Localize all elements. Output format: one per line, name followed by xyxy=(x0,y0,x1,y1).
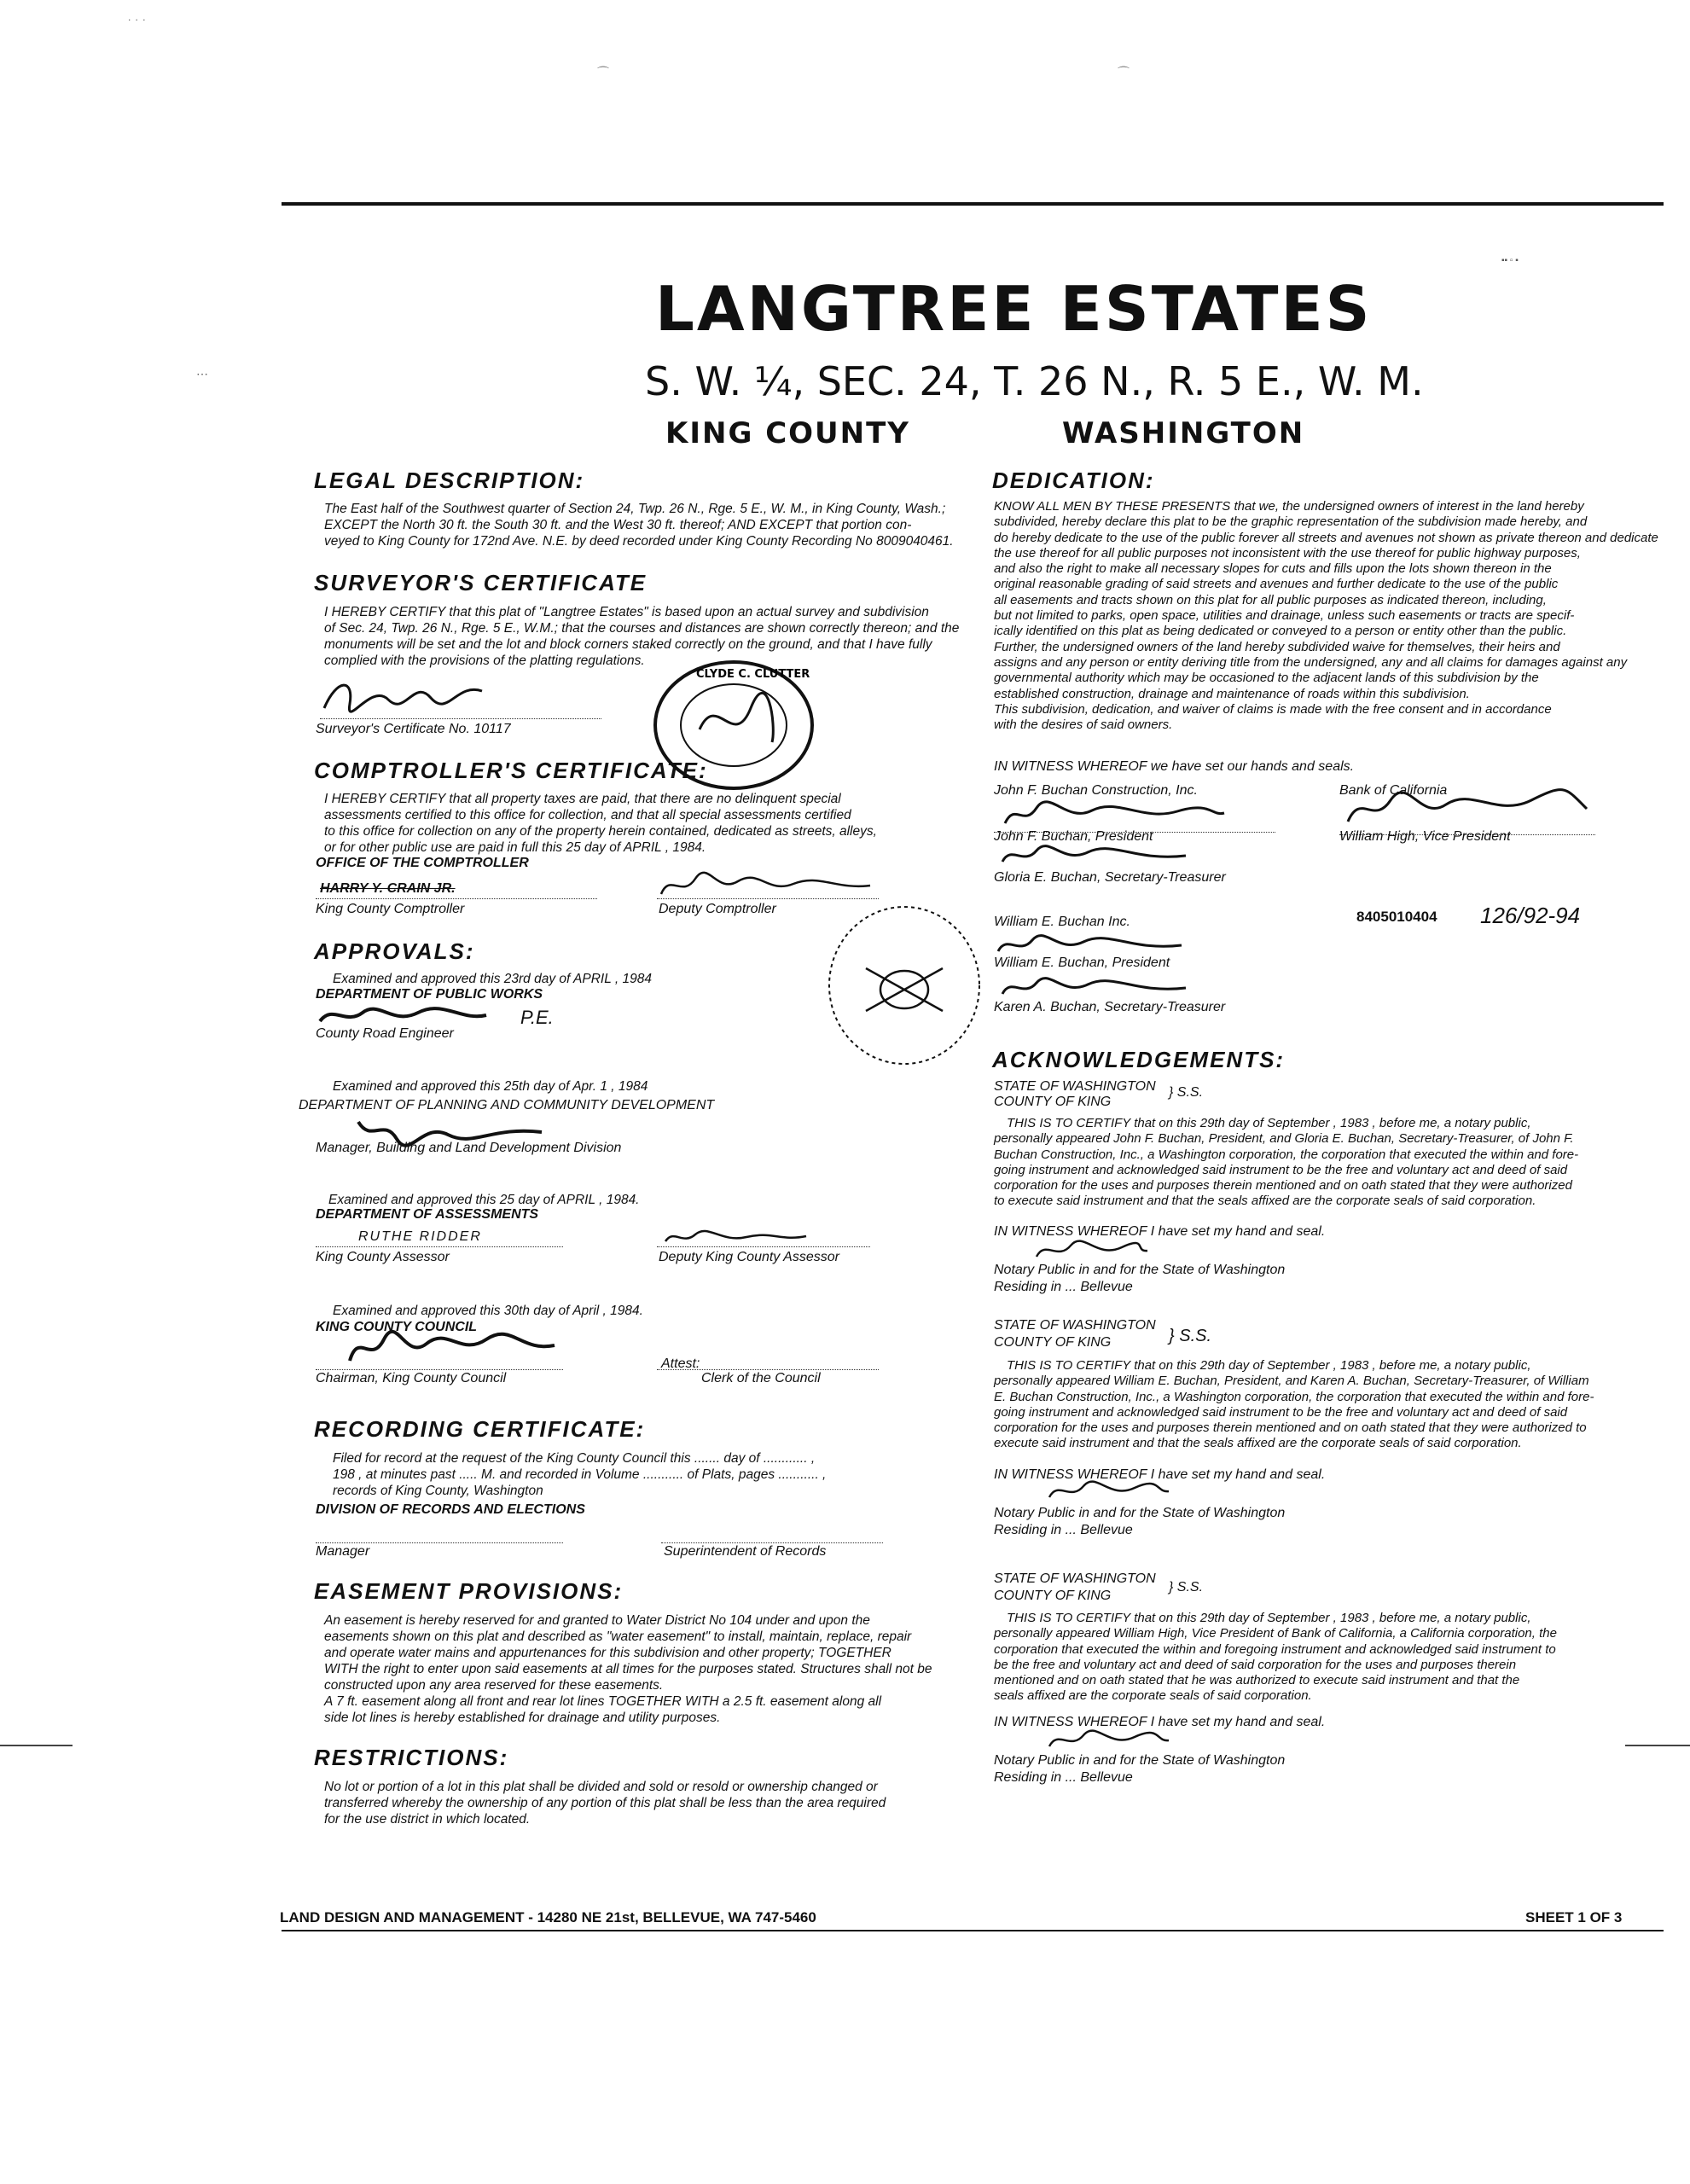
ack3-notary: Notary Public in and for the State of Washington xyxy=(994,1753,1286,1768)
ack2-line: corporation for the uses and purposes therein mentioned and on oath stated that they were authorized to xyxy=(994,1420,1587,1436)
legal-line: veyed to King County for 172nd Ave. N.E. by deed recorded under King County Recording No 8009040461. xyxy=(324,534,954,549)
scan-speck: ⌒ xyxy=(597,66,609,79)
council-dept: KING COUNTY COUNCIL xyxy=(316,1320,478,1334)
easement-line: A 7 ft. easement along all front and rear lot lines TOGETHER WITH a 2.5 ft. easement along all xyxy=(324,1694,882,1709)
plat-subtitle: S. W. ¼, SEC. 24, T. 26 N., R. 5 E., W. M. xyxy=(645,358,1424,404)
dedication-line: with the desires of said owners. xyxy=(994,717,1173,733)
company2-name: William E. Buchan Inc. xyxy=(994,915,1130,929)
ack2-state: STATE OF WASHINGTON xyxy=(994,1318,1156,1333)
deputy-assessor-label: Deputy King County Assessor xyxy=(659,1250,839,1264)
left-edge-mark xyxy=(0,1745,73,1746)
dedication-line: do hereby dedicate to the use of the public forever all streets and avenues not shown as private thereon and dedicate xyxy=(994,530,1658,545)
ack2-line: THIS IS TO CERTIFY that on this 29th day of September , 1983 , before me, a notary public, xyxy=(1007,1358,1531,1373)
ack1-line: THIS IS TO CERTIFY that on this 29th day of September , 1983 , before me, a notary public, xyxy=(1007,1116,1531,1130)
ack1-state: STATE OF WASHINGTON xyxy=(994,1079,1156,1094)
legal-line: The East half of the Southwest quarter of Section 24, Twp. 26 N., Rge. 5 E., W. M., in King County, Wash.; xyxy=(324,502,946,516)
council-chairman-label: Chairman, King County Council xyxy=(316,1371,507,1385)
dedication-line: and also the right to make all necessary slopes for cuts and fills upon the lots shown thereon in the xyxy=(994,561,1552,577)
ack3-state: STATE OF WASHINGTON xyxy=(994,1571,1156,1586)
restrictions-line: No lot or portion of a lot in this plat shall be divided and sold or resold or ownership changed or xyxy=(324,1780,878,1794)
ack1-line: personally appeared John F. Buchan, President, and Gloria E. Buchan, Secretary-Treasurer, of John F. xyxy=(994,1131,1574,1147)
restrictions-line: transferred whereby the ownership of any portion of this plat shall be less than the area required xyxy=(324,1796,886,1810)
ack3-notary-signature xyxy=(1045,1725,1173,1755)
restrictions-text xyxy=(324,1779,973,1827)
restrictions-line: for the use district in which located. xyxy=(324,1812,531,1827)
public-works-signature-note: P.E. xyxy=(520,1007,554,1028)
deputy-comptroller-signature xyxy=(657,868,879,903)
dedication-witness: IN WITNESS WHEREOF we have set our hands and seals. xyxy=(994,759,1355,774)
easement-line: An easement is hereby reserved for and granted to Water District No 104 under and upon the xyxy=(324,1613,870,1628)
footer-firm: LAND DESIGN AND MANAGEMENT - 14280 NE 21st, BELLEVUE, WA 747-5460 xyxy=(280,1909,816,1926)
records-superintendent-line xyxy=(661,1542,883,1543)
bank-signature xyxy=(1344,783,1591,834)
ack2-line: execute said instrument and that the seals affixed are the corporate seals of said corporation. xyxy=(994,1436,1522,1451)
bank-name: Bank of California xyxy=(1339,783,1448,798)
comptroller-label: King County Comptroller xyxy=(316,902,465,916)
council-clerk-label: Clerk of the Council xyxy=(701,1371,821,1385)
ack1-notary: Notary Public in and for the State of Washington xyxy=(994,1263,1286,1277)
dedication-line: all easements and tracts shown on this plat for all public purposes as indicated thereon, including, xyxy=(994,592,1547,607)
comptroller-signature-line xyxy=(316,898,597,899)
john-buchan-signature xyxy=(998,798,1228,832)
public-works-line: Examined and approved this 23rd day of APRIL , 1984 xyxy=(333,972,652,986)
karen-buchan-label: Karen A. Buchan, Secretary-Treasurer xyxy=(994,1000,1226,1014)
county-road-engineer-label: County Road Engineer xyxy=(316,1026,454,1041)
approvals-heading: APPROVALS: xyxy=(314,938,475,964)
ack2-line: E. Buchan Construction, Inc., a Washington corporation, the corporation that executed the within and fore- xyxy=(994,1389,1594,1404)
recording-line: 198 , at minutes past ..... M. and recorded in Volume ........... of Plats, pages ........... , xyxy=(333,1467,827,1482)
dedication-line: assigns and any person or entity deriving title from the undersigned, any and all claims for damages against any xyxy=(994,654,1628,670)
comptroller-line: or for other public use are paid in full this 25 day of APRIL , 1984. xyxy=(324,840,706,855)
assessments-dept: DEPARTMENT OF ASSESSMENTS xyxy=(316,1207,539,1222)
ack1-ss: } S.S. xyxy=(1169,1085,1204,1100)
planning-label: Manager, Building and Land Development Division xyxy=(316,1141,622,1155)
legal-heading: LEGAL DESCRIPTION: xyxy=(314,468,585,493)
recording-text xyxy=(333,1450,981,1499)
comptroller-text xyxy=(324,791,973,856)
recording-number: 8405010404 xyxy=(1356,909,1437,925)
public-works-dept: DEPARTMENT OF PUBLIC WORKS xyxy=(316,987,543,1002)
ack1-line: to execute said instrument and that the seals affixed are the corporate seals of said corporation. xyxy=(994,1194,1536,1209)
ack3-line: personally appeared William High, Vice President of Bank of California, a California corporation, the xyxy=(994,1626,1557,1641)
scan-speck: ▪▪ ▫ ▪ xyxy=(1501,256,1519,265)
dedication-heading: DEDICATION: xyxy=(992,468,1155,493)
right-edge-mark xyxy=(1625,1745,1690,1746)
planning-line: Examined and approved this 25th day of Apr. 1 , 1984 xyxy=(333,1079,648,1094)
ack3-ss: } S.S. xyxy=(1169,1580,1204,1594)
surveyor-line: complied with the provisions of the platting regulations. xyxy=(324,653,645,668)
dedication-line: ically identified on this plat as being dedicated or conveyed to a person or entity other than the public. xyxy=(994,624,1567,639)
ack2-notary-signature xyxy=(1045,1476,1173,1506)
surveyor-line: of Sec. 24, Twp. 26 N., Rge. 5 E., W.M.; that the courses and distances are shown correctly thereon; and the xyxy=(324,621,960,636)
comptroller-line: I HEREBY CERTIFY that all property taxes are paid, that there are no delinquent special xyxy=(324,792,841,806)
easement-line: constructed upon any area reserved for these easements. xyxy=(324,1678,664,1693)
ack2-county: COUNTY OF KING xyxy=(994,1335,1112,1350)
dedication-text xyxy=(994,499,1668,733)
ack2-text xyxy=(994,1358,1668,1452)
dedication-line: KNOW ALL MEN BY THESE PRESENTS that we, the undersigned owners of interest in the land hereby xyxy=(994,499,1584,514)
deputy-assessor-line xyxy=(657,1246,870,1247)
karen-buchan-signature xyxy=(998,973,1194,1002)
surveyor-heading: SURVEYOR'S CERTIFICATE xyxy=(314,570,648,595)
ack3-text xyxy=(994,1611,1668,1705)
legal-text xyxy=(324,501,973,549)
dedication-line: Further, the undersigned owners of the land hereby subdivided waive for themselves, their heirs and xyxy=(994,639,1560,654)
ack1-residing: Residing in ... Bellevue xyxy=(994,1280,1133,1294)
surveyor-signature-line xyxy=(320,718,601,719)
easement-heading: EASEMENT PROVISIONS: xyxy=(314,1578,624,1604)
ack1-witness: IN WITNESS WHEREOF I have set my hand and seal. xyxy=(994,1224,1326,1239)
comptroller-seal xyxy=(823,900,985,1071)
surveyor-line: I HEREBY CERTIFY that this plat of "Langtree Estates" is based upon an actual survey and subdivision xyxy=(324,605,929,619)
bank-signature-label: William High, Vice President xyxy=(1339,829,1511,844)
records-manager-line xyxy=(316,1542,563,1543)
ack-heading: ACKNOWLEDGEMENTS: xyxy=(992,1047,1286,1072)
assessments-line: Examined and approved this 25 day of APRIL , 1984. xyxy=(328,1193,640,1207)
company-name: John F. Buchan Construction, Inc. xyxy=(994,783,1198,798)
state-label: WASHINGTON xyxy=(1062,416,1305,450)
dedication-line: subdivided, hereby declare this plat to be the graphic representation of the subdivision made hereby, and xyxy=(994,514,1588,530)
council-clerk-line xyxy=(657,1369,879,1370)
comptroller-heading: COMPTROLLER'S CERTIFICATE: xyxy=(314,758,708,783)
easement-line: and operate water mains and appurtenances for this subdivision and other property; TOGETHER xyxy=(324,1646,891,1660)
easement-line: easements shown on this plat and described as "water easement" to install, maintain, replace, repair xyxy=(324,1629,912,1644)
recording-heading: RECORDING CERTIFICATE: xyxy=(314,1416,646,1442)
ack1-text xyxy=(994,1116,1668,1210)
surveyor-signature xyxy=(320,674,491,717)
county-label: KING COUNTY xyxy=(665,416,910,450)
assessor-name: RUTHE RIDDER xyxy=(358,1229,482,1244)
easement-text xyxy=(324,1612,973,1726)
ack1-line: corporation for the uses and purposes therein mentioned and on oath stated that they were authorized xyxy=(994,1178,1572,1194)
bottom-rule xyxy=(282,1930,1664,1931)
ack2-witness: IN WITNESS WHEREOF I have set my hand and seal. xyxy=(994,1467,1326,1482)
council-chairman-signature xyxy=(341,1327,563,1369)
ack1-line: Buchan Construction, Inc., a Washington corporation, the corporation that executed the within and fore- xyxy=(994,1147,1579,1162)
dedication-line: established construction, drainage and maintenance of roads within this subdivision. xyxy=(994,686,1470,701)
attest-label: Attest: xyxy=(661,1356,700,1371)
ack3-county: COUNTY OF KING xyxy=(994,1589,1112,1603)
restrictions-heading: RESTRICTIONS: xyxy=(314,1745,509,1770)
surveyor-cert-label: Surveyor's Certificate No. 10117 xyxy=(316,722,511,736)
scan-speck: ⌒ xyxy=(1118,66,1130,79)
records-manager-label: Manager xyxy=(316,1544,370,1559)
top-rule xyxy=(282,202,1664,206)
ack1-county: COUNTY OF KING xyxy=(994,1095,1112,1109)
ack2-line: going instrument and acknowledged said instrument to be the free and voluntary act and deed of said xyxy=(994,1404,1568,1420)
ack2-residing: Residing in ... Bellevue xyxy=(994,1523,1133,1537)
recording-line: records of King County, Washington xyxy=(333,1484,543,1498)
dedication-line: This subdivision, dedication, and waiver of claims is made with the free consent and in accordance xyxy=(994,701,1552,717)
ack1-notary-signature xyxy=(1032,1235,1152,1265)
dedication-line: original reasonable grading of said streets and avenues and further dedicate to the use of the public xyxy=(994,577,1559,592)
ack3-line: be the free and voluntary act and deed of said corporation for the uses and purposes therein xyxy=(994,1657,1517,1672)
ack3-line: mentioned and on oath stated that he was authorized to execute said instrument and that the xyxy=(994,1673,1520,1688)
dedication-line: but not limited to parks, open space, utilities and drainage, unless such easements or tracts are specif- xyxy=(994,608,1575,624)
ack1-line: going instrument and acknowledged said instrument to be the free and voluntary act and deed of said xyxy=(994,1162,1568,1177)
scan-speck: ˙ ˙ ˙ xyxy=(128,17,147,31)
gloria-buchan-signature xyxy=(998,840,1194,870)
ack3-witness: IN WITNESS WHEREOF I have set my hand and seal. xyxy=(994,1715,1326,1729)
deputy-comptroller-label: Deputy Comptroller xyxy=(659,902,776,916)
records-division: DIVISION OF RECORDS AND ELECTIONS xyxy=(316,1502,585,1517)
comptroller-name: HARRY Y. CRAIN JR. xyxy=(320,881,456,896)
surveyor-line: monuments will be set and the lot and block corners staked correctly on the ground, and that I have fully xyxy=(324,637,932,652)
ack3-residing: Residing in ... Bellevue xyxy=(994,1770,1133,1785)
deputy-comptroller-line xyxy=(657,898,879,899)
ack2-notary: Notary Public in and for the State of Washington xyxy=(994,1506,1286,1520)
recording-line: Filed for record at the request of the King County Council this ....... day of ............ , xyxy=(333,1451,816,1466)
easement-line: side lot lines is hereby established for drainage and utility purposes. xyxy=(324,1711,721,1725)
svg-text:CLYDE C. CLUTTER: CLYDE C. CLUTTER xyxy=(696,668,810,681)
ack2-line: personally appeared William E. Buchan, President, and Karen A. Buchan, Secretary-Treasurer, of William xyxy=(994,1374,1589,1389)
plat-title: LANGTREE ESTATES xyxy=(655,273,1373,345)
easement-line: WITH the right to enter upon said easements at all times for the purposes stated. Structures shall not be xyxy=(324,1662,932,1676)
volume-reference: 126/92-94 xyxy=(1480,903,1581,928)
comptroller-office: OFFICE OF THE COMPTROLLER xyxy=(316,856,529,870)
records-superintendent-label: Superintendent of Records xyxy=(664,1544,827,1559)
comptroller-line: to this office for collection on any of the property herein contained, dedicated as streets, alleys, xyxy=(324,824,877,839)
scan-speck: ⋯ xyxy=(196,367,208,380)
dedication-line: governmental authority which may be occasioned to the adjacent lands of this subdivision by the xyxy=(994,671,1539,686)
legal-line: EXCEPT the North 30 ft. the South 30 ft. and the West 30 ft. thereof; AND EXCEPT that portion con- xyxy=(324,518,912,532)
footer-sheet: SHEET 1 OF 3 xyxy=(1525,1909,1623,1926)
ack3-line: THIS IS TO CERTIFY that on this 29th day of September , 1983 , before me, a notary public, xyxy=(1007,1611,1531,1625)
council-line: Examined and approved this 30th day of April , 1984. xyxy=(333,1304,643,1318)
john-buchan-label: John F. Buchan, President xyxy=(994,829,1153,844)
dedication-line: the use thereof for all public purposes not inconsistent with the use thereof for public highway purposes, xyxy=(994,545,1581,561)
gloria-buchan-label: Gloria E. Buchan, Secretary-Treasurer xyxy=(994,870,1226,885)
ack3-line: corporation that executed the within and foregoing instrument and acknowledged said instrument to xyxy=(994,1641,1556,1657)
ack2-ss: } S.S. xyxy=(1169,1327,1212,1345)
william-buchan-label: William E. Buchan, President xyxy=(994,956,1170,970)
ack3-line: seals affixed are the corporate seals of said corporation. xyxy=(994,1688,1312,1704)
planning-dept: DEPARTMENT OF PLANNING AND COMMUNITY DEVELOPMENT xyxy=(299,1098,715,1112)
council-chairman-line xyxy=(316,1369,563,1370)
comptroller-line: assessments certified to this office for collection, and that all special assessments certified xyxy=(324,808,851,822)
assessor-label: King County Assessor xyxy=(316,1250,450,1264)
assessor-signature-line xyxy=(316,1246,563,1247)
